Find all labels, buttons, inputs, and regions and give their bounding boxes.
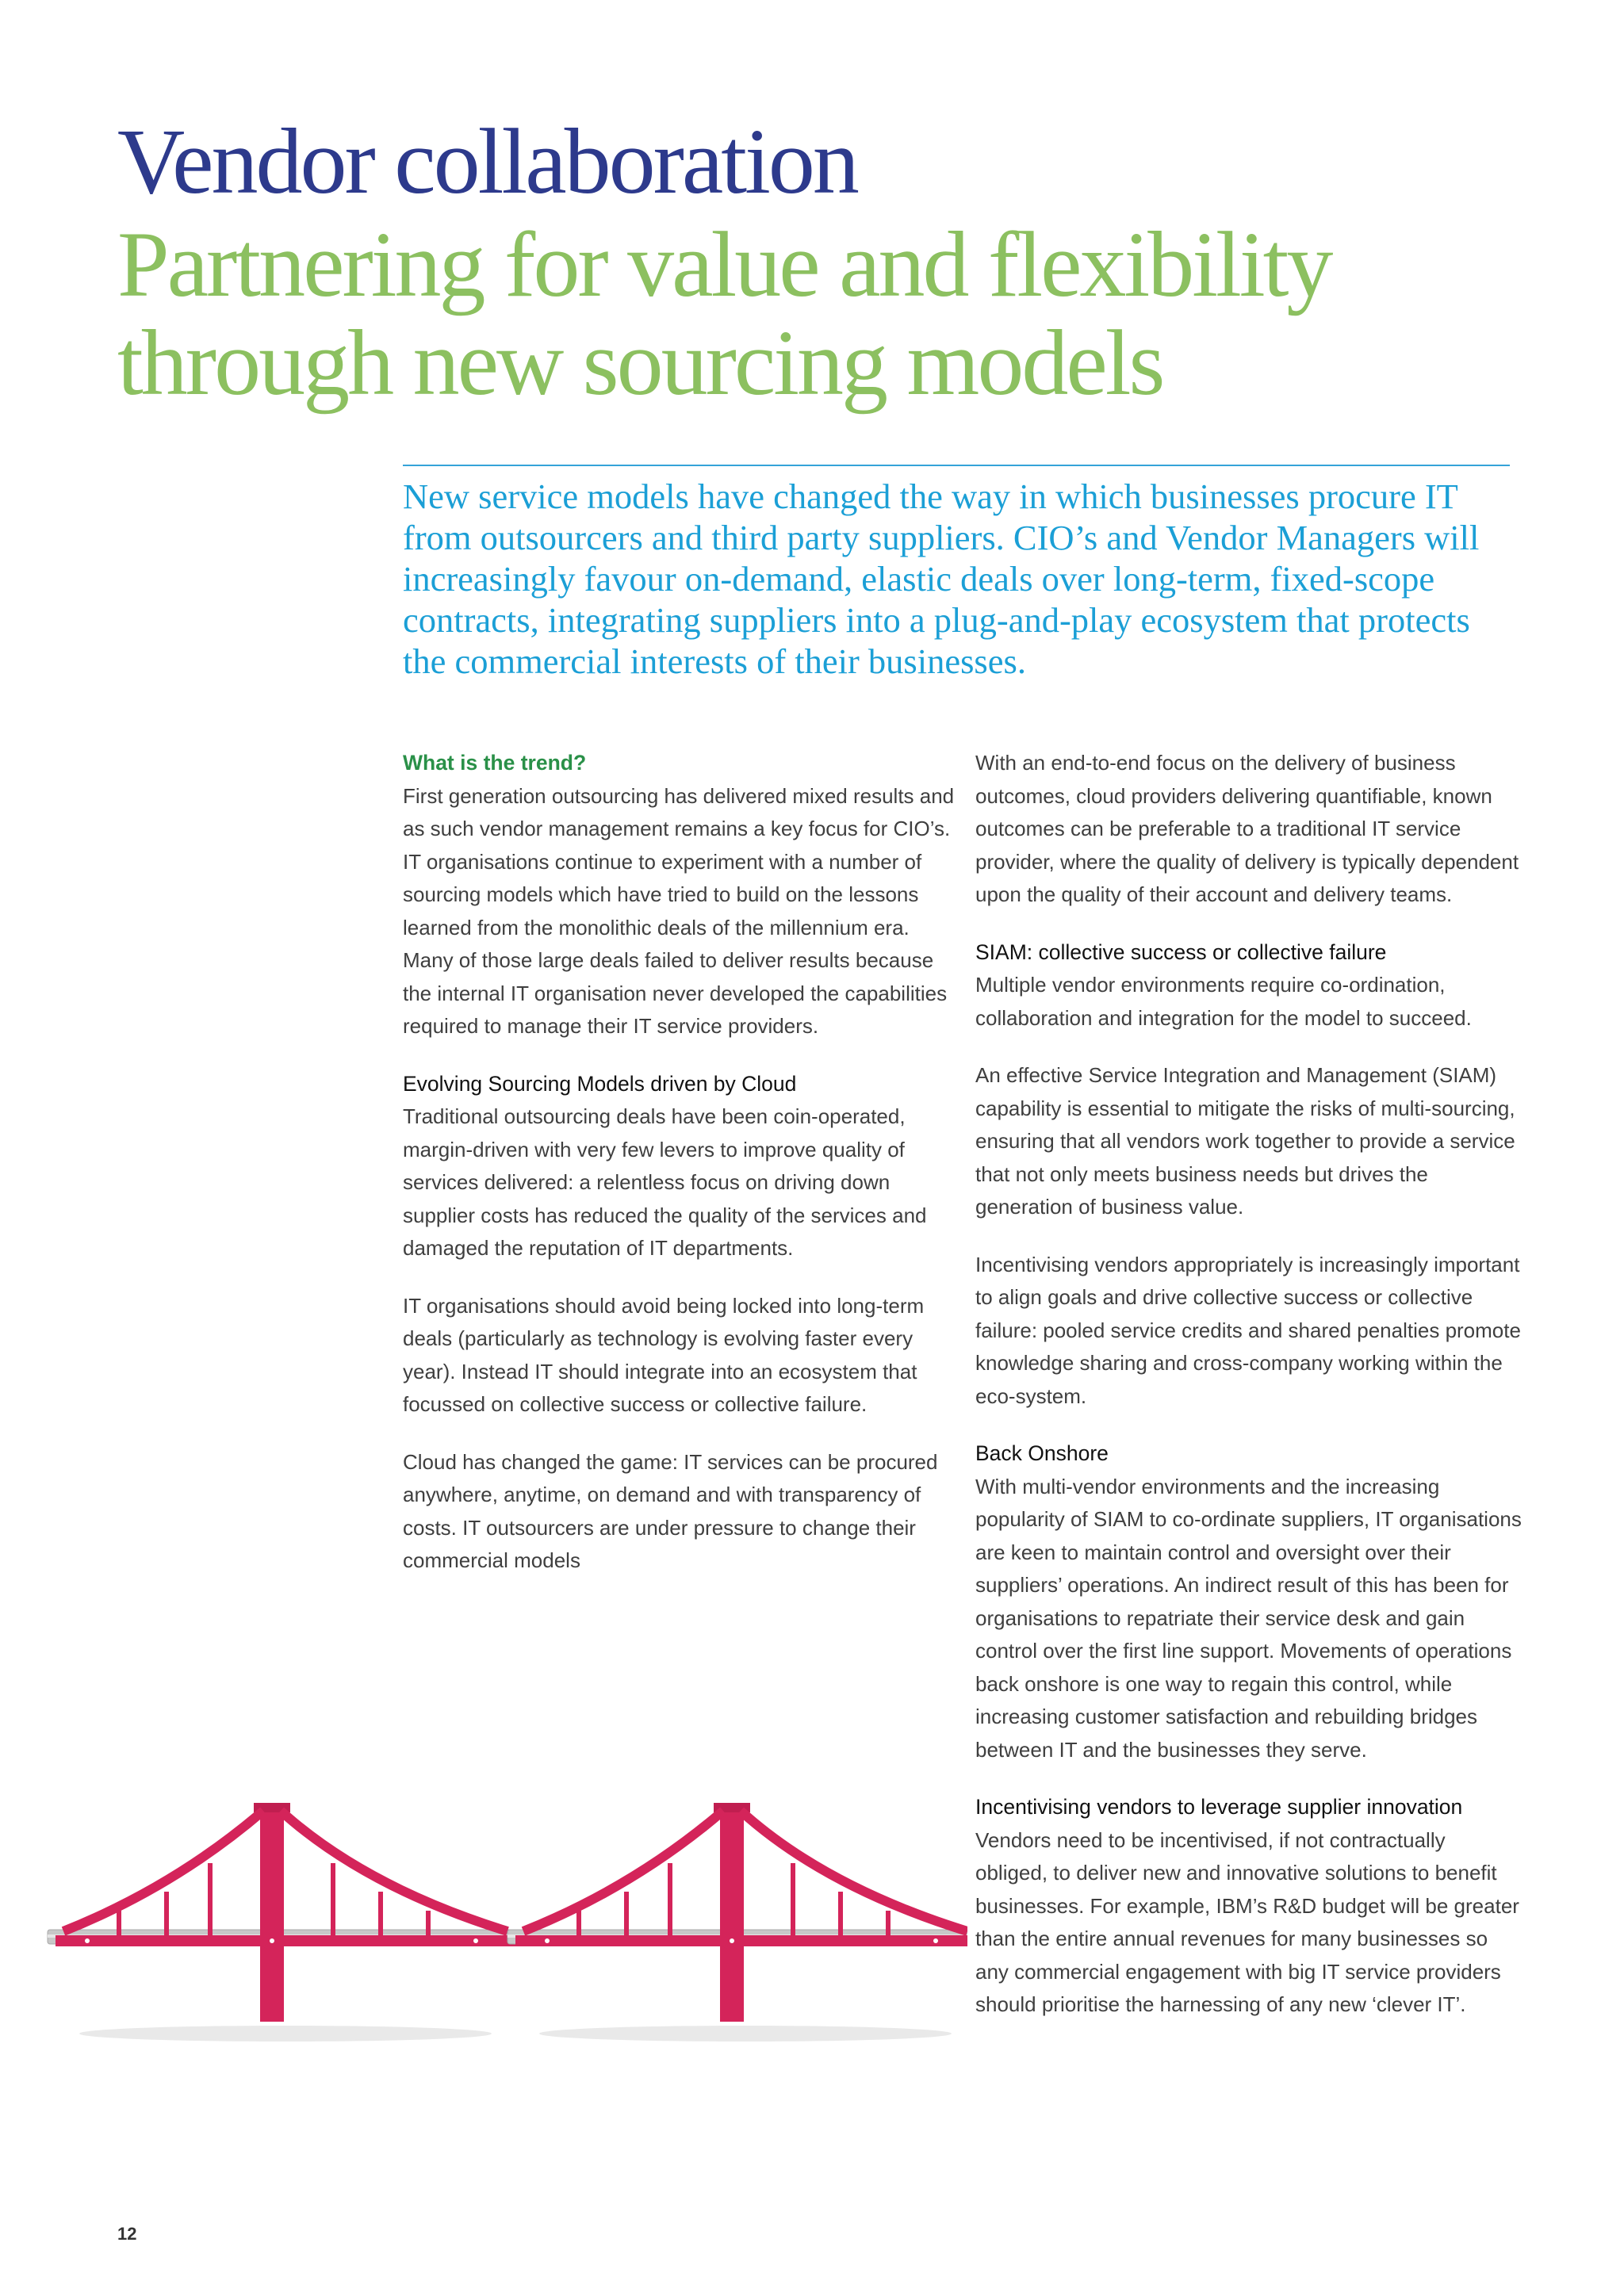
page-title: Vendor collaboration (117, 109, 857, 213)
bridge-right (508, 1803, 967, 2042)
section-siam (975, 936, 1522, 1414)
section-heading: Back Onshore (975, 1441, 1109, 1465)
page-number: 12 (117, 2224, 137, 2244)
left-column (403, 747, 958, 1602)
paragraph: Incentivising vendors appropriately is increasingly important to align goals and drive collective success or collective failure: pooled service credits and shared penalties promote knowledge sharing and cross-company working within the eco-system. (975, 1252, 1521, 1408)
paragraph: Vendors need to be incentivised, if not contractually obliged, to deliver new and innovative solutions to benefit businesses. For example, IBM’s R&D budget will be greater than the entire annual revenues for many businesses so any commercial engagement with big IT service providers should prioritise the harnessing of any new ‘clever IT’. (975, 1827, 1519, 2016)
section-trend (403, 747, 958, 1043)
right-column (975, 747, 1522, 2046)
paragraph: IT organisations should avoid being locked into long-term deals (particularly as technology is evolving faster every year). Instead IT should integrate into an ecosystem that focussed on collective success or collective failure. (403, 1293, 925, 1416)
section-heading: SIAM: collective success or collective failure (975, 939, 1387, 964)
page-subtitle-line-1: Partnering for value and flexibility (117, 212, 1331, 316)
section-evolving-sourcing (403, 1068, 958, 1578)
intro-paragraph: New service models have changed the way in which businesses procure IT from outsourcers and third party suppliers. CIO’s and Vendor Managers will increasingly favour on-demand, elastic deals over long-term, fixed-scope contracts, integrating suppliers into a plug-and-play ecosystem that protects the commercial interests of their businesses. (403, 476, 1480, 681)
paragraph: With multi-vendor environments and the increasing popularity of SIAM to co-ordinate suppliers, IT organisations are keen to maintain control and oversight over their suppliers’ operations. An indirect result of this has been for organisations to repatriate their service desk and gain control over the first line support. Movements of operations back onshore is one way to regain this control, while increasing customer satisfaction and rebuilding bridges between IT and the businesses they serve. (975, 1474, 1522, 1762)
section-heading: Incentivising vendors to leverage supplier innovation (975, 1795, 1463, 1819)
paragraph: Multiple vendor environments require co-ordination, collaboration and integration for the model to succeed. (975, 973, 1472, 1030)
divider-rule (403, 465, 1510, 466)
paragraph: Cloud has changed the game: IT services can be procured anywhere, anytime, on demand and with transparency of costs. IT outsourcers are under pressure to change their commercial models (403, 1449, 938, 1572)
title-block (117, 109, 1545, 415)
paragraph: Traditional outsourcing deals have been coin-operated, margin-driven with very few levers to improve quality of services delivered: a relentless focus on driving down supplier costs has reduced the quality of the services and damaged the reputation of IT departments. (403, 1104, 927, 1260)
section-heading: Evolving Sourcing Models driven by Cloud (403, 1071, 797, 1096)
paragraph: With an end-to-end focus on the delivery of business outcomes, cloud providers delivering quantifiable, known outcomes can be preferable to a traditional IT service provider, where the quality of delivery is typically dependent upon the quality of their account and delivery teams. (975, 751, 1519, 906)
paragraph: First generation outsourcing has delivered mixed results and as such vendor management remains a key focus for CIO’s. IT organisations continue to experiment with a number of sourcing models which have tried to build on the lessons learned from the monolithic deals of the millennium era. Many of those large deals failed to deliver results because the internal IT organisation never developed the capabilities required to manage their IT service providers. (403, 783, 955, 1038)
paragraph: An effective Service Integration and Management (SIAM) capability is essential to mitigate the risks of multi-sourcing, ensuring that all vendors work together to provide a service that not only meets business needs but drives the generation of business value. (975, 1063, 1515, 1219)
section-heading: What is the trend? (403, 751, 587, 775)
section-supplier-innovation (975, 1791, 1522, 2022)
section-back-onshore (975, 1437, 1522, 1766)
bridge-illustration (32, 1784, 967, 2053)
page-subtitle-line-2: through new sourcing models (117, 311, 1163, 415)
bridge-left (48, 1803, 523, 2042)
